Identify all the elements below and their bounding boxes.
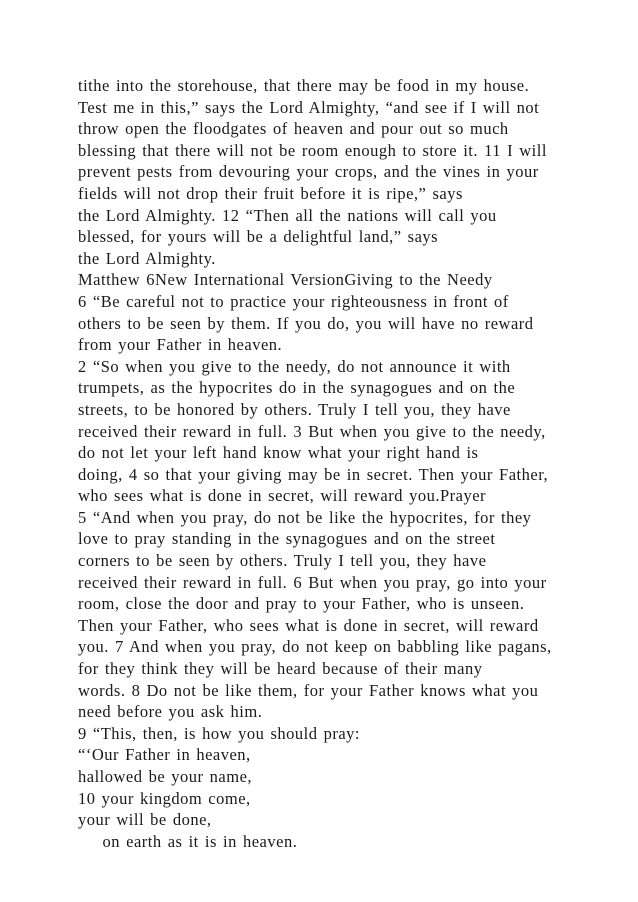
text-line: Test me in this,” says the Lord Almighty, “and see if I will not bbox=[78, 97, 540, 117]
prayer-line: hallowed be your name, bbox=[78, 767, 253, 786]
body-text bbox=[78, 75, 618, 852]
text-line: you. 7 And when you pray, do not keep on babbling like pagans, bbox=[78, 637, 552, 657]
text-line: 5 “And when you pray, do not be like the hypocrites, for they bbox=[78, 507, 532, 527]
text-line: corners to be seen by others. Truly I tell you, they have bbox=[78, 551, 487, 571]
text-line: for they think they will be heard because of their many bbox=[78, 659, 483, 679]
text-line: words. 8 Do not be like them, for your Father knows what you bbox=[78, 680, 539, 700]
text-line: from your Father in heaven. bbox=[78, 335, 283, 355]
text-line: blessing that there will not be room enough to store it. 11 I will bbox=[78, 140, 547, 160]
text-line: received their reward in full. 3 But when you give to the needy, bbox=[78, 421, 546, 441]
text-line: doing, 4 so that your giving may be in secret. Then your Father, bbox=[78, 464, 549, 484]
prayer-line: your will be done, bbox=[78, 810, 212, 830]
text-line: 9 “This, then, is how you should pray: bbox=[78, 723, 361, 743]
prayer-line: 10 your kingdom come, bbox=[78, 788, 251, 808]
prayer-line: “‘Our Father in heaven, bbox=[78, 745, 251, 765]
text-line: the Lord Almighty. bbox=[78, 248, 216, 268]
text-line: who sees what is done in secret, will reward you.Prayer bbox=[78, 486, 487, 506]
prayer-line: on earth as it is in heaven. bbox=[78, 831, 298, 851]
text-line: need before you ask him. bbox=[78, 702, 263, 722]
section-heading-line: Matthew 6New International VersionGiving to the Needy bbox=[78, 270, 493, 290]
text-line: prevent pests from devouring your crops, and the vines in your bbox=[78, 162, 539, 182]
text-line: Then your Father, who sees what is done in secret, will reward bbox=[78, 615, 539, 635]
text-line: 2 “So when you give to the needy, do not announce it with bbox=[78, 356, 511, 376]
text-line: do not let your left hand know what your right hand is bbox=[78, 443, 479, 463]
text-line: tithe into the storehouse, that there may be food in my house. bbox=[78, 76, 530, 95]
text-line: others to be seen by them. If you do, you will have no reward bbox=[78, 313, 534, 333]
text-line: fields will not drop their fruit before it is ripe,” says bbox=[78, 183, 463, 203]
text-line: love to pray standing in the synagogues and on the street bbox=[78, 529, 496, 549]
text-line: 6 “Be careful not to practice your righteousness in front of bbox=[78, 291, 509, 311]
text-line: streets, to be honored by others. Truly I tell you, they have bbox=[78, 399, 511, 419]
text-line: room, close the door and pray to your Father, who is unseen. bbox=[78, 594, 525, 614]
text-line: the Lord Almighty. 12 “Then all the nations will call you bbox=[78, 205, 497, 225]
text-line: blessed, for yours will be a delightful land,” says bbox=[78, 227, 439, 247]
text-line: throw open the floodgates of heaven and pour out so much bbox=[78, 119, 509, 139]
text-line: trumpets, as the hypocrites do in the synagogues and on the bbox=[78, 378, 516, 398]
text-line: received their reward in full. 6 But when you pray, go into your bbox=[78, 572, 547, 592]
